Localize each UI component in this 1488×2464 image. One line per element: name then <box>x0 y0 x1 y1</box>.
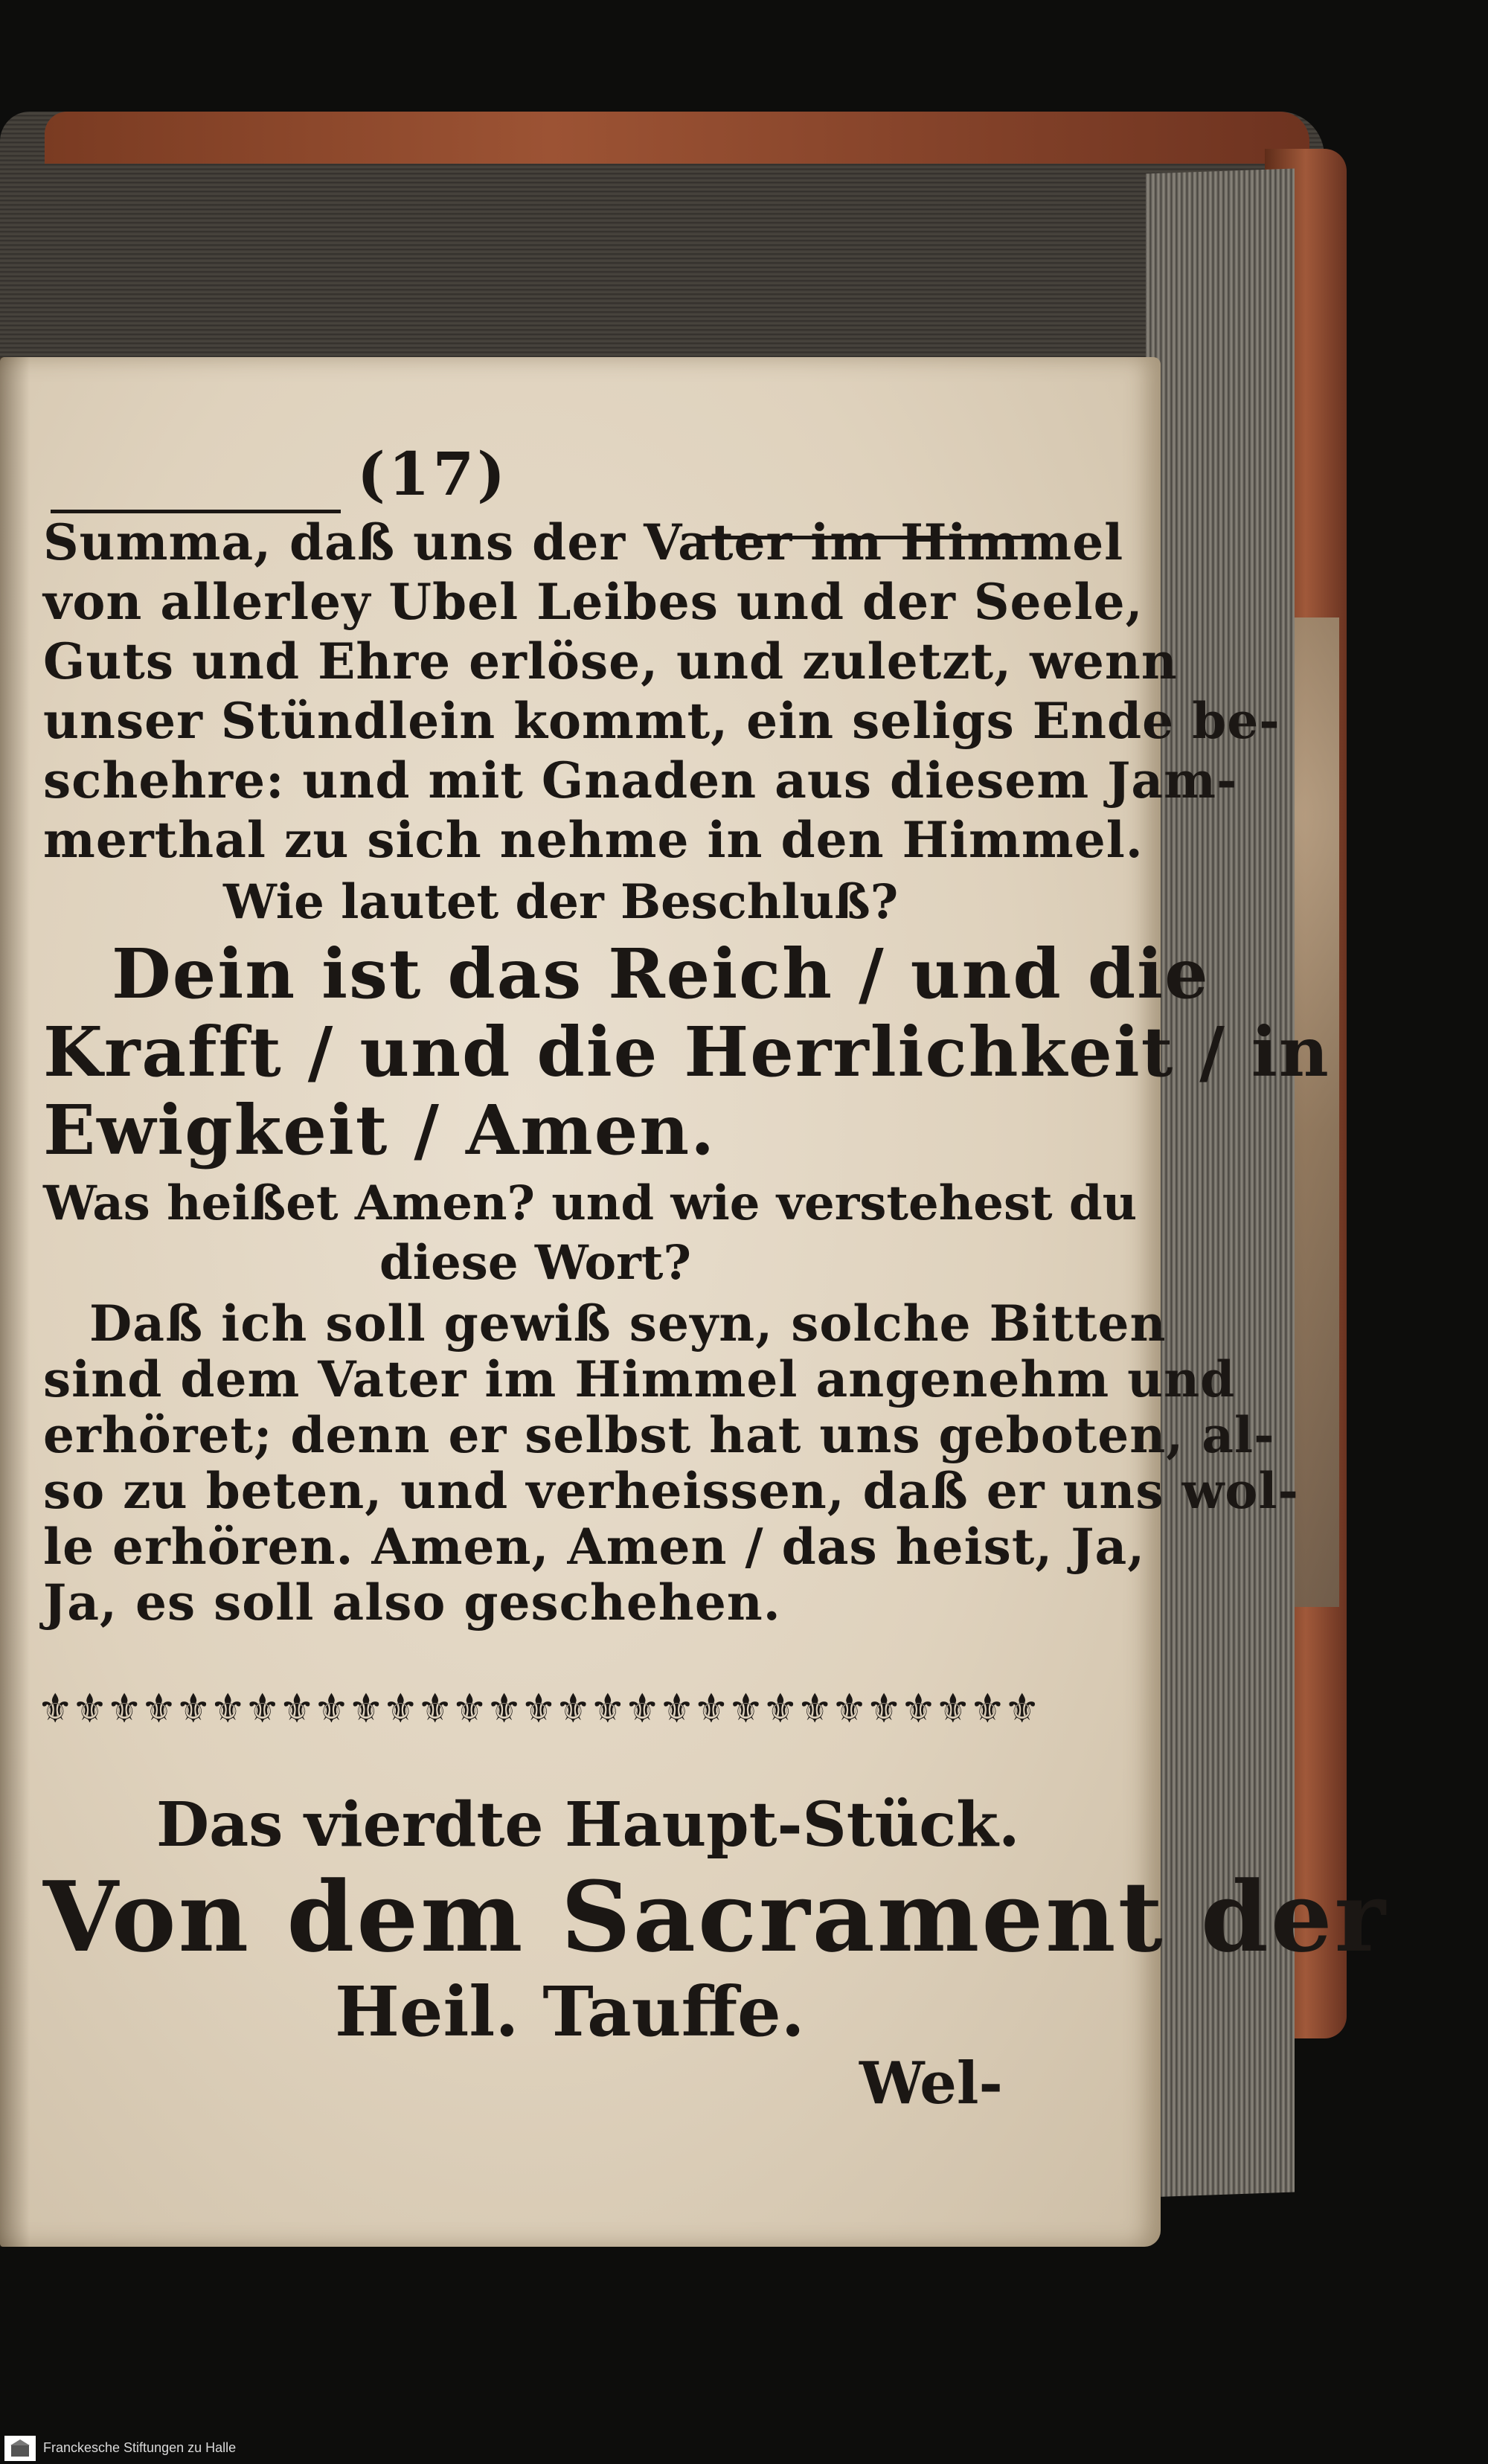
text-line-5: schehre: und mit Gnaden aus diesem Jam- <box>43 751 1238 809</box>
text-line-4: unser Stündlein kommt, ein seligs Ende be- <box>43 692 1280 750</box>
footer-credit: Franckesche Stiftungen zu Halle <box>43 2440 237 2455</box>
section-subtitle: Das vierdte Haupt-Stück. <box>156 1789 1020 1861</box>
doxology-line-3: Ewigkeit / Amen. <box>43 1090 716 1170</box>
doxology-line-1: Dein ist das Reich / und die <box>112 934 1210 1014</box>
ornament-border: ⚜⚜⚜⚜⚜⚜⚜⚜⚜⚜⚜⚜⚜⚜⚜⚜⚜⚜⚜⚜⚜⚜⚜⚜⚜⚜⚜⚜⚜ <box>37 1685 1039 1732</box>
doxology-line-2: Krafft / und die Herrlichkeit / in <box>43 1012 1330 1092</box>
section-title-line-2: Heil. Tauffe. <box>335 1971 805 2052</box>
question-conclusion: Wie lautet der Beschluß? <box>223 874 899 930</box>
gutter-shadow <box>0 357 30 2247</box>
answer-line-1: Daß ich soll gewiß seyn, solche Bitten <box>89 1294 1167 1353</box>
answer-line-4: so zu beten, und verheissen, daß er uns wol- <box>43 1462 1299 1520</box>
text-line-1: Summa, daß uns der Vater im Himmel <box>43 513 1124 571</box>
answer-line-3: erhöret; denn er selbst hat uns geboten, al- <box>43 1406 1275 1464</box>
answer-line-2: sind dem Vater im Himmel angenehm und <box>43 1350 1236 1408</box>
question-amen-2: diese Wort? <box>379 1235 691 1291</box>
catchword: Wel- <box>859 2050 1003 2117</box>
question-amen-1: Was heißet Amen? und wie verstehest du <box>43 1175 1138 1231</box>
text-line-2: von allerley Ubel Leibes und der Seele, <box>43 573 1144 631</box>
page-number: (17) <box>357 439 509 509</box>
book-cover-top <box>45 112 1309 164</box>
answer-line-5: le erhören. Amen, Amen / das heist, Ja, <box>43 1518 1146 1576</box>
institution-logo-icon <box>4 2436 36 2461</box>
answer-line-6: Ja, es soll also geschehen. <box>43 1573 781 1632</box>
text-line-3: Guts und Ehre erlöse, und zuletzt, wenn <box>43 632 1178 690</box>
section-title-line-1: Von dem Sacrament der <box>43 1860 1388 1974</box>
text-line-6: merthal zu sich nehme in den Himmel. <box>43 811 1144 869</box>
